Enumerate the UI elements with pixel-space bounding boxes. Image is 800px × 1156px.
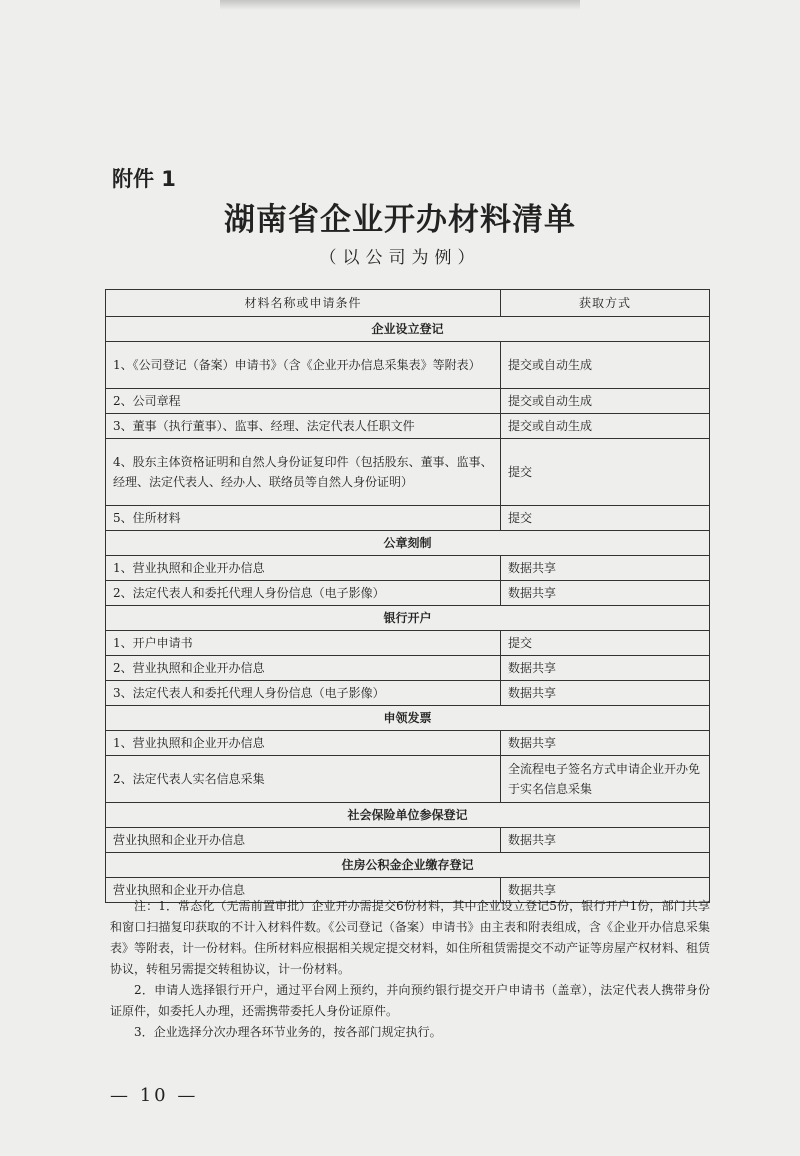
table-header-row [106,290,710,317]
header-material-name: 材料名称或申请条件 [106,290,501,317]
table-row [106,581,710,606]
table-row [106,631,710,656]
material-name: 1、营业执照和企业开办信息 [106,556,501,581]
acquisition-method: 数据共享 [501,556,710,581]
table-row [106,656,710,681]
attachment-label: 附件 1 [112,167,176,191]
acquisition-method: 提交或自动生成 [501,342,710,389]
note-3: 3．企业选择分次办理各环节业务的，按各部门规定执行。 [134,1025,442,1039]
acquisition-method: 提交 [501,439,710,506]
section-title: 企业设立登记 [106,317,710,342]
note-2: 2．申请人选择银行开户，通过平台网上预约，并向预约银行提交开户申请书（盖章），法定代表人携带身份证原件，如委托人办理，还需携带委托人身份证原件。 [110,983,710,1018]
table-row [106,756,710,803]
acquisition-method: 提交 [501,631,710,656]
section-row [106,531,710,556]
acquisition-method: 提交或自动生成 [501,389,710,414]
table-row [106,389,710,414]
table-row [106,828,710,853]
material-name: 1、开户申请书 [106,631,501,656]
header-method: 获取方式 [501,290,710,317]
acquisition-method: 全流程电子签名方式申请企业开办免于实名信息采集 [501,756,710,803]
material-name: 3、法定代表人和委托代理人身份信息（电子影像） [106,681,501,706]
section-title: 住房公积金企业缴存登记 [106,853,710,878]
acquisition-method: 数据共享 [501,581,710,606]
document-title: 湖南省企业开办材料清单 [224,202,576,238]
table-row [106,414,710,439]
section-row [106,803,710,828]
section-row [106,606,710,631]
material-name: 4、股东主体资格证明和自然人身份证复印件（包括股东、董事、监事、经理、法定代表人、经办人、联络员等自然人身份证明） [106,439,501,506]
material-name: 营业执照和企业开办信息 [106,878,501,903]
material-name: 2、公司章程 [106,389,501,414]
acquisition-method: 数据共享 [501,828,710,853]
section-row [106,317,710,342]
acquisition-method: 提交或自动生成 [501,414,710,439]
table-row [106,681,710,706]
notes [110,896,710,1043]
section-title: 申领发票 [106,706,710,731]
acquisition-method: 数据共享 [501,681,710,706]
table-row [106,556,710,581]
scan-edge-smudge [220,0,580,10]
material-name: 2、营业执照和企业开办信息 [106,656,501,681]
section-row [106,853,710,878]
section-title: 公章刻制 [106,531,710,556]
material-name: 2、法定代表人和委托代理人身份信息（电子影像） [106,581,501,606]
material-name: 1、《公司登记（备案）申请书》（含《企业开办信息采集表》等附表） [106,342,501,389]
acquisition-method: 数据共享 [501,878,710,903]
acquisition-method: 提交 [501,506,710,531]
section-title: 社会保险单位参保登记 [106,803,710,828]
table-row [106,731,710,756]
material-name: 1、营业执照和企业开办信息 [106,731,501,756]
material-name: 2、法定代表人实名信息采集 [106,756,501,803]
table-row [106,342,710,389]
acquisition-method: 数据共享 [501,731,710,756]
material-name: 3、董事（执行董事）、监事、经理、法定代表人任职文件 [106,414,501,439]
material-name: 营业执照和企业开办信息 [106,828,501,853]
note-1: 注：1．常态化（无需前置审批）企业开办需提交6份材料，其中企业设立登记5份，银行开户1份，部门共享和窗口扫描复印获取的不计入材料件数。《公司登记（备案）申请书》由主表和附表组成，含《企业开办信息采集表》等附表，计一份材料。住所材料应根据相关规定提交材料，如住所租赁需提交不动产证等房屋产权材料、租赁协议，转租另需提交转租协议，计一份材料。 [110,899,711,976]
section-row [106,706,710,731]
materials-table [105,289,710,903]
acquisition-method: 数据共享 [501,656,710,681]
document-subtitle: （以公司为例） [319,248,481,268]
page-number: — 10 — [110,1085,199,1106]
table-row [106,439,710,506]
material-name: 5、住所材料 [106,506,501,531]
table-row [106,506,710,531]
section-title: 银行开户 [106,606,710,631]
